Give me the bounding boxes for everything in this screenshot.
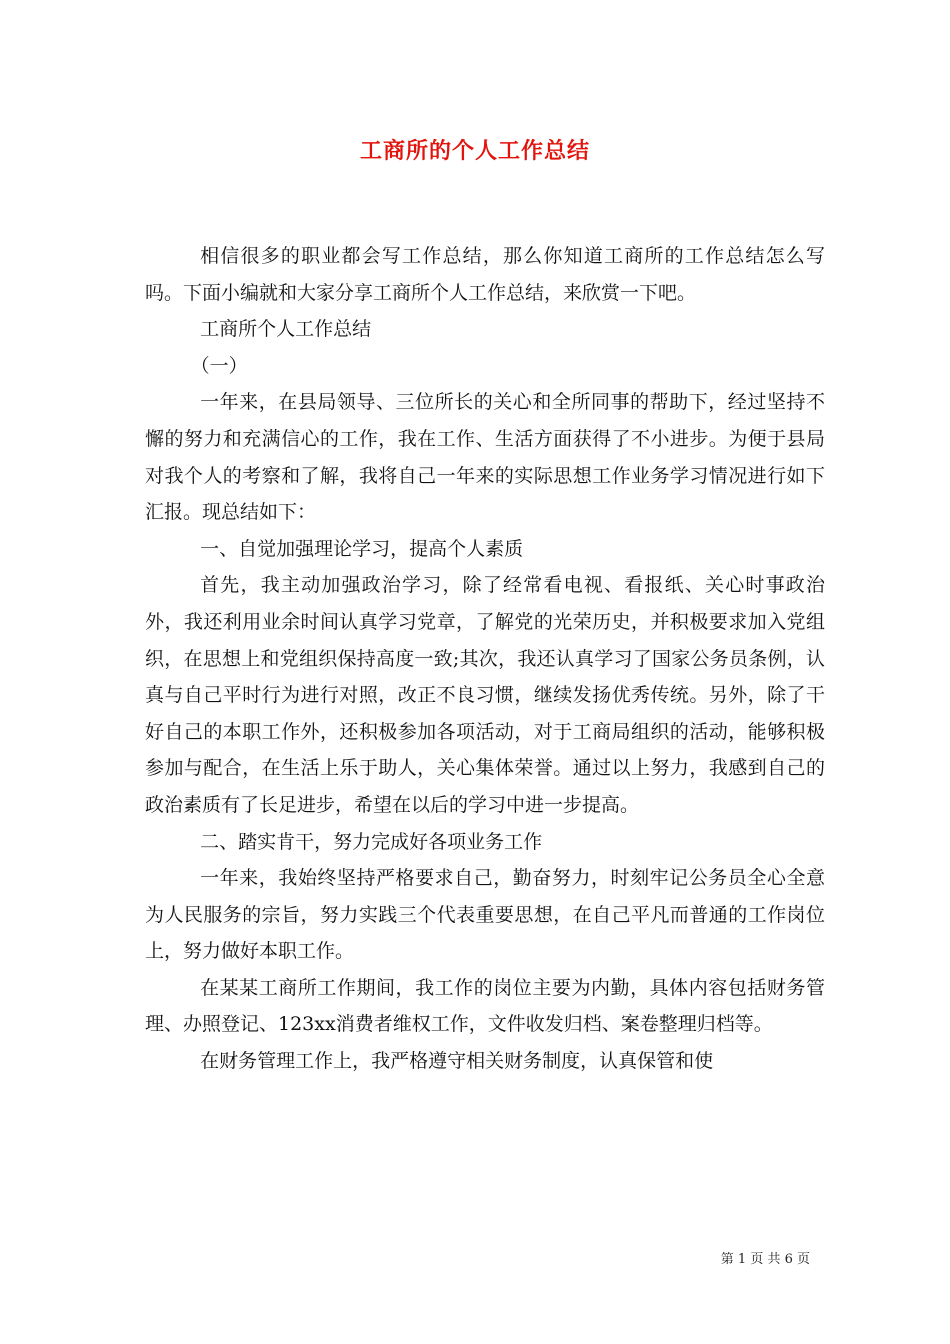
subheading: 二、踏实肯干，努力完成好各项业务工作 [200,830,543,853]
page-number: 第 1 页 共 6 页 [720,1252,810,1267]
section-heading: 工商所个人工作总结 [200,318,372,341]
body-paragraph: 一年来，我始终坚持严格要求自己，勤奋努力，时刻牢记公务员全心全意为人民服务的宗旨，努力实践三个代表重要思想，在自己平凡而普通的工作岗位上，努力做好本职工作。 [145,867,825,963]
body-paragraph: 一年来，在县局领导、三位所长的关心和全所同事的帮助下，经过坚持不懈的努力和充满信心的工作，我在工作、生活方面获得了不小进步。为便于县局对我个人的考察和了解，我将自己一年来的实际思想工作业务学习情况进行如下汇报。现总结如下： [145,391,825,524]
body-paragraph: 在某某工商所工作期间，我工作的岗位主要为内勤，具体内容包括财务管理、办照登记、123xx消费者维权工作，文件收发归档、案卷整理归档等。 [145,976,825,1036]
document-title: 工商所的个人工作总结 [359,138,590,164]
intro-paragraph: 相信很多的职业都会写工作总结，那么你知道工商所的工作总结怎么写吗。下面小编就和大家分享工商所个人工作总结，来欣赏一下吧。 [145,245,825,304]
subheading: 一、自觉加强理论学习，提高个人素质 [200,537,524,560]
section-number: （一） [190,354,248,377]
body-paragraph: 首先，我主动加强政治学习，除了经常看电视、看报纸、关心时事政治外，我还利用业余时间认真学习党章，了解党的光荣历史，并积极要求加入党组织，在思想上和党组织保持高度一致;其次，我还认真学习了国家公务员条例，认真与自己平时行为进行对照，改正不良习惯，继续发扬优秀传统。另外，除了干好自己的本职工作外，还积极参加各项活动，对于工商局组织的活动，能够积极参加与配合，在生活上乐于助人，关心集体荣誉。通过以上努力，我感到自己的政治素质有了长足进步，希望在以后的学习中进一步提高。 [145,574,825,816]
document-body [145,238,825,1080]
body-paragraph: 在财务管理工作上，我严格遵守相关财务制度，认真保管和使 [200,1050,714,1073]
